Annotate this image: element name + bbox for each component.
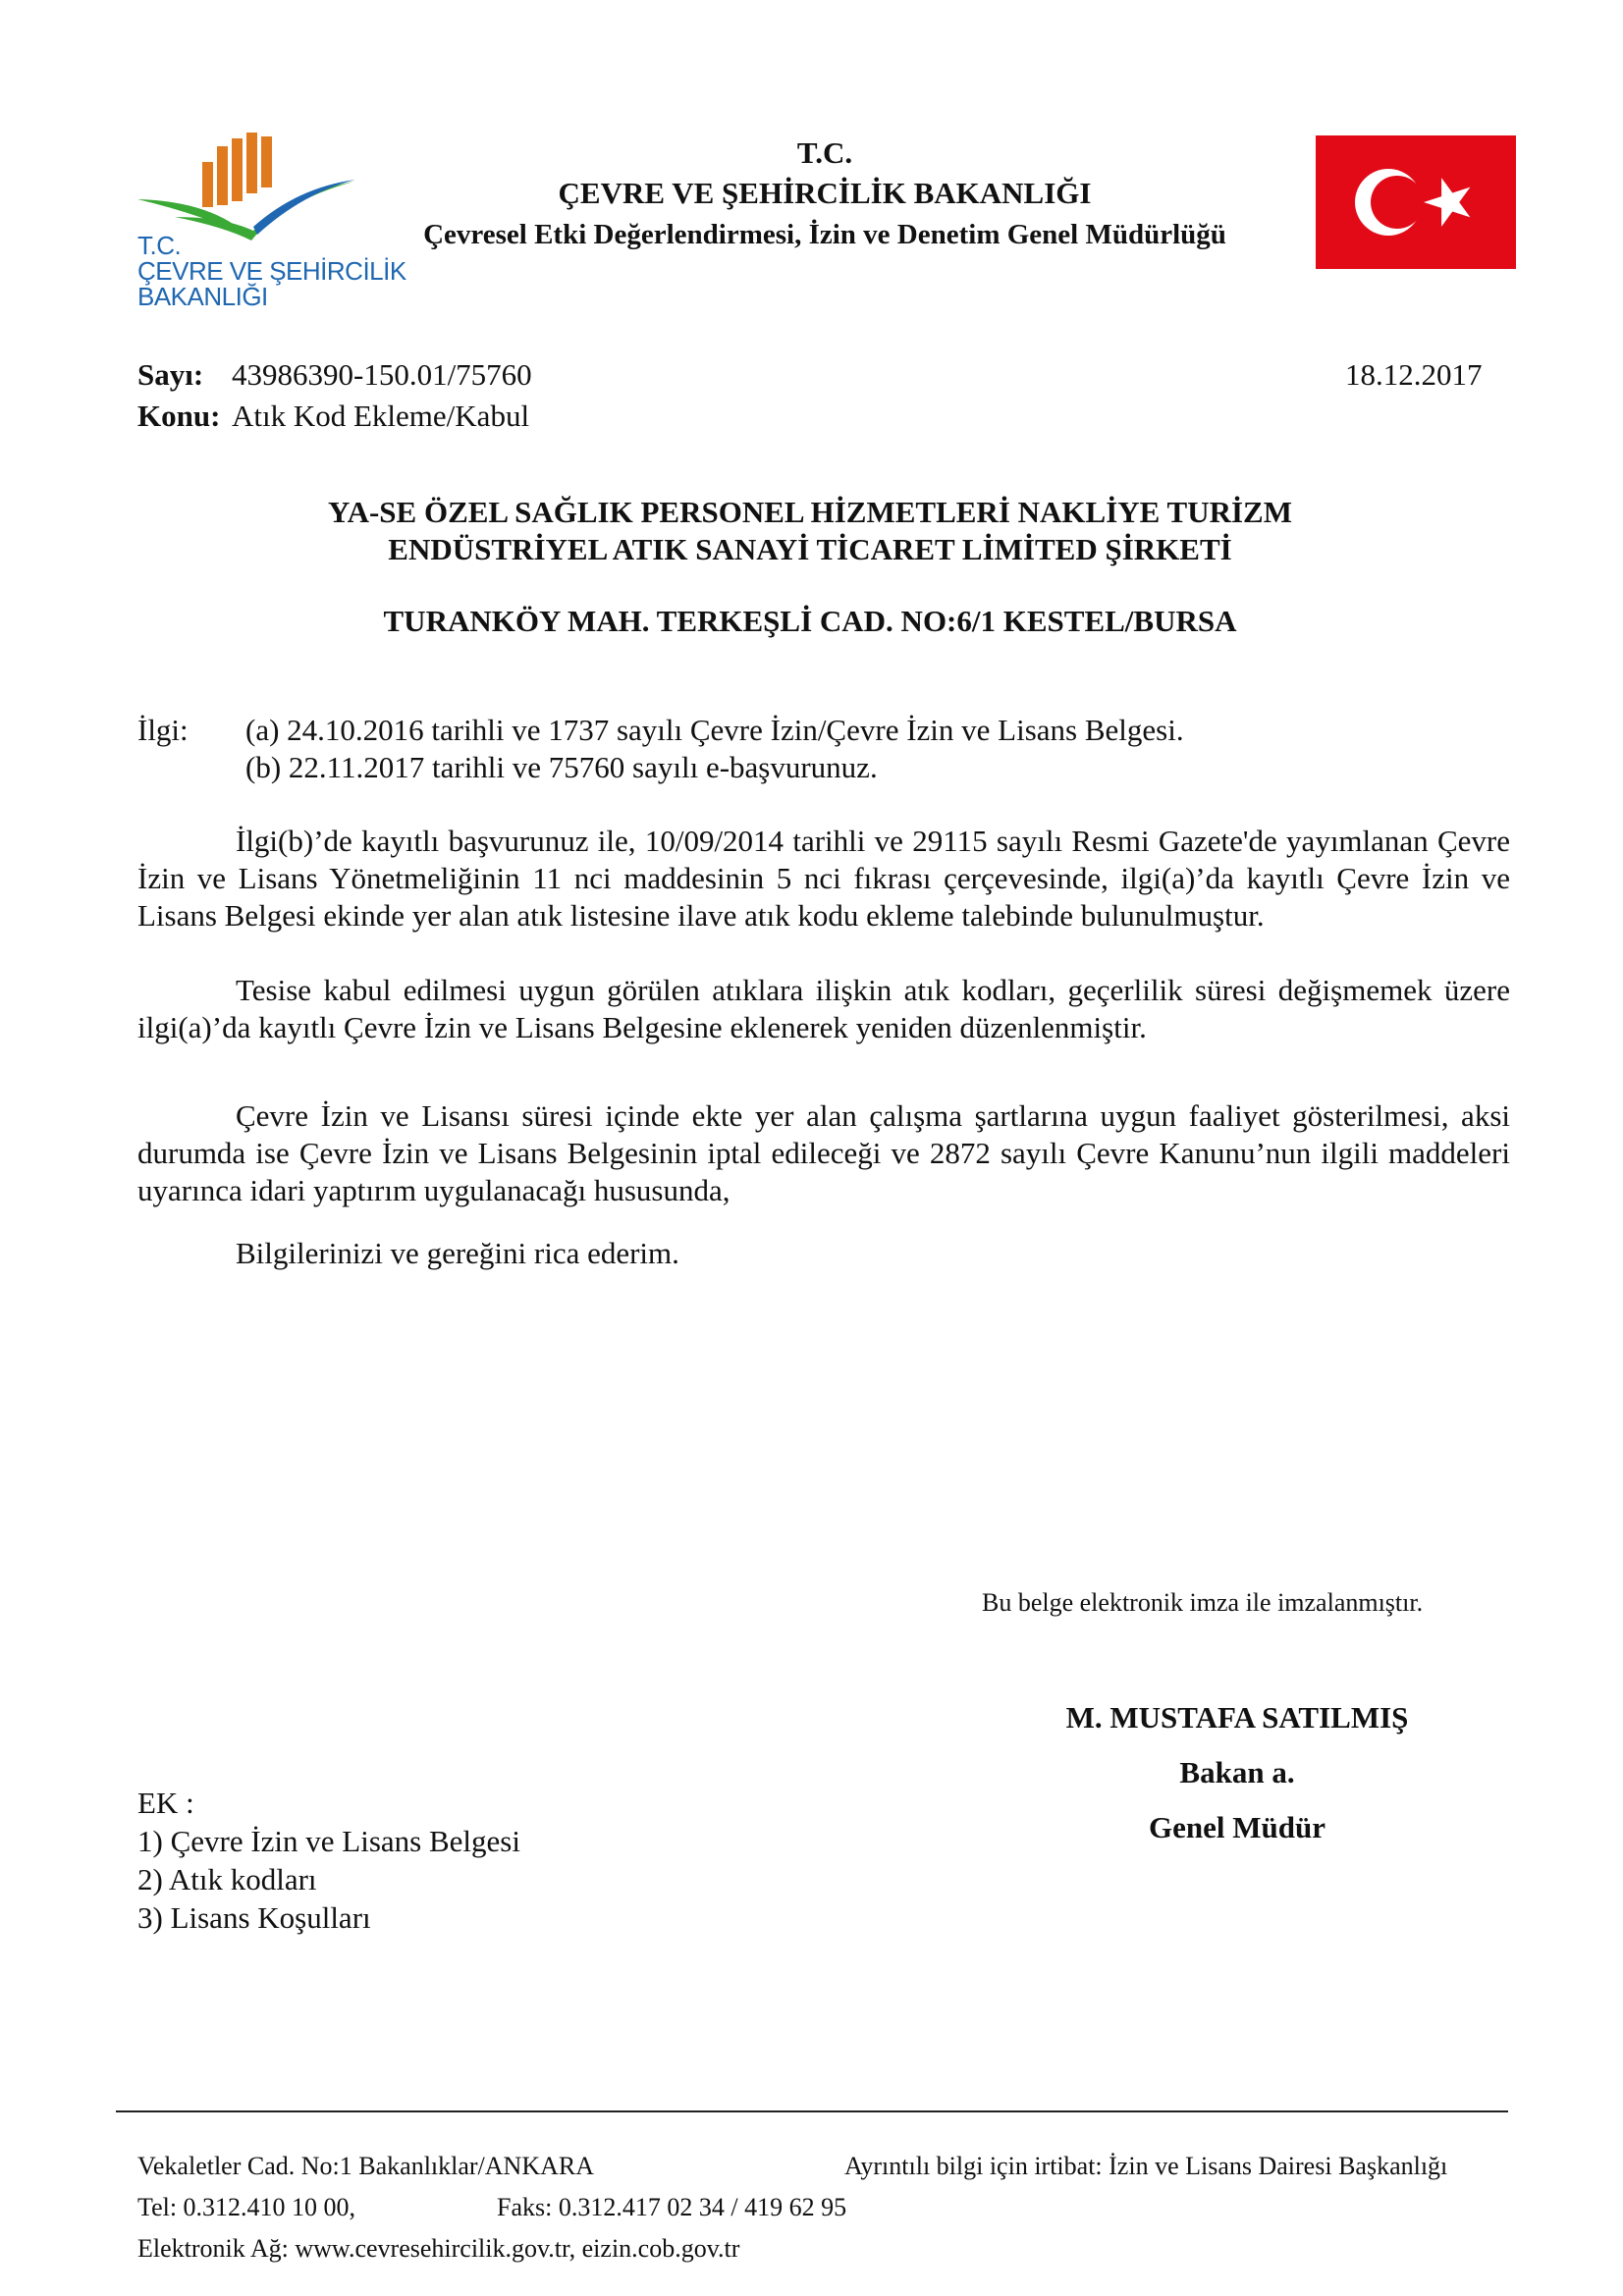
- signatory-title-1: Bakan a.: [1179, 1755, 1295, 1789]
- sayi-value: 43986390-150.01/75760: [232, 357, 532, 392]
- konu-value: Atık Kod Ekleme/Kabul: [232, 399, 530, 433]
- header-tc: T.C.: [796, 135, 853, 170]
- footer-web: Elektronik Ağ: www.cevresehircilik.gov.tr, eizin.cob.gov.tr: [137, 2234, 740, 2263]
- ilgi-label: İlgi:: [137, 713, 189, 747]
- body-paragraph-3: Çevre İzin ve Lisansı süresi içinde ekte yer alan çalışma şartlarına uygun faaliyet gösterilmesi, aksi durumda ise Çevre İzin ve Lisans Belgesinin iptal edileceği ve 2872 sayılı Çevre Kanunu’nun ilgili maddeleri uyarınca idari yaptırım uygulanacağı hususunda,: [137, 1098, 1510, 1207]
- footer-address: Vekaletler Cad. No:1 Bakanlıklar/ANKARA: [137, 2152, 595, 2180]
- document-number: [137, 355, 532, 395]
- attachments-label: EK :: [137, 1786, 194, 1820]
- footer-contact: Ayrıntılı bilgi için irtibat: İzin ve Lisans Dairesi Başkanlığı: [844, 2152, 1448, 2180]
- attachment-item-1: 1) Çevre İzin ve Lisans Belgesi: [137, 1824, 520, 1858]
- document-date: 18.12.2017: [1345, 357, 1483, 392]
- logo-text-tc: T.C.: [137, 231, 182, 260]
- ilgi-item-a: (a) 24.10.2016 tarihli ve 1737 sayılı Çevre İzin/Çevre İzin ve Lisans Belgesi.: [245, 713, 1184, 747]
- footer-divider: [116, 2110, 1508, 2112]
- header-ministry: ÇEVRE VE ŞEHİRCİLİK BAKANLIĞI: [558, 176, 1092, 210]
- header-department: Çevresel Etki Değerlendirmesi, İzin ve Denetim Genel Müdürlüğü: [423, 219, 1226, 250]
- footer-fax: Faks: 0.312.417 02 34 / 419 62 95: [497, 2193, 847, 2221]
- body-paragraph-1: İlgi(b)’de kayıtlı başvurunuz ile, 10/09/2014 tarihli ve 29115 sayılı Resmi Gazete'de yayımlanan Çevre İzin ve Lisans Yönetmeliğinin 11 nci maddesinin 5 nci fıkrası çerçevesinde, ilgi(a)’da kayıtlı Çevre İzin ve Lisans Belgesi ekinde yer alan atık listesine ilave atık kodu ekleme talebinde bulunulmuştur.: [137, 824, 1510, 933]
- attachment-item-2: 2) Atık kodları: [137, 1862, 317, 1896]
- document-subject: [137, 397, 529, 436]
- body-paragraph-4: Bilgilerinizi ve gereğini rica ederim.: [236, 1236, 679, 1270]
- sayi-label: Sayı:: [137, 357, 204, 392]
- body-paragraph-2: Tesise kabul edilmesi uygun görülen atıklara ilişkin atık kodları, geçerlilik süresi değişmemek üzere ilgi(a)’da kayıtlı Çevre İzin ve Lisans Belgesine eklenerek yeniden düzenlenmiştir.: [137, 973, 1510, 1044]
- recipient-address: TURANKÖY MAH. TERKEŞLİ CAD. NO:6/1 KESTEL/BURSA: [383, 604, 1237, 638]
- ilgi-item-b: (b) 22.11.2017 tarihli ve 75760 sayılı e-başvurunuz.: [245, 750, 878, 784]
- attachment-item-3: 3) Lisans Koşulları: [137, 1900, 371, 1935]
- recipient-name-line2: ENDÜSTRİYEL ATIK SANAYİ TİCARET LİMİTED ŞİRKETİ: [388, 532, 1232, 566]
- signatory-title-2: Genel Müdür: [1149, 1810, 1325, 1844]
- letterhead: [295, 133, 1355, 255]
- esignature-note: Bu belge elektronik imza ile imzalanmıştır.: [982, 1588, 1424, 1617]
- logo-text-ministry: ÇEVRE VE ŞEHİRCİLİK: [137, 256, 406, 286]
- signatory-name: M. MUSTAFA SATILMIŞ: [1065, 1700, 1409, 1735]
- turkish-flag-icon: [1316, 135, 1516, 269]
- footer-tel: Tel: 0.312.410 10 00,: [137, 2193, 356, 2221]
- recipient-name-line1: YA-SE ÖZEL SAĞLIK PERSONEL HİZMETLERİ NAKLİYE TURİZM: [328, 495, 1292, 529]
- logo-text-bakanligi: BAKANLIĞI: [137, 282, 268, 311]
- konu-label: Konu:: [137, 399, 221, 433]
